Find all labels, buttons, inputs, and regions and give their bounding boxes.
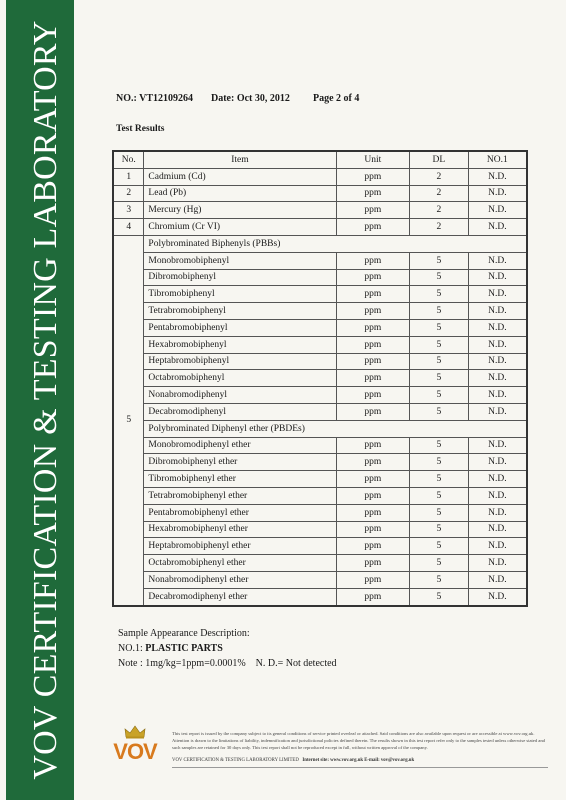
row-dl: 5 — [410, 471, 469, 488]
row-dl: 2 — [410, 202, 469, 219]
row-result: N.D. — [468, 403, 527, 420]
row-dl: 5 — [410, 387, 469, 404]
row-dl: 5 — [410, 286, 469, 303]
row-unit: ppm — [336, 185, 410, 202]
row-item: Chromium (Cr VI) — [144, 219, 336, 236]
table-row — [113, 521, 527, 538]
row-result: N.D. — [468, 202, 527, 219]
row-result: N.D. — [468, 185, 527, 202]
row-dl: 5 — [410, 487, 469, 504]
row-dl: 2 — [410, 185, 469, 202]
table-row — [113, 219, 527, 236]
row-result: N.D. — [468, 387, 527, 404]
disclaimer-text: This test report is issued by the company subject to its general conditions of service printed overleaf or attached. Said conditions are also available upon request or are accessible at www.vov.org.uk. Attention is drawn to the limitations of liability, indemnification and jurisdictional policies defined therein. The results shown in this test report refer only to the samples tested unless otherwise stated and such samples are retained for 30 days only. This test report shall not be reproduced except in full, without written approval of the company. — [172, 731, 545, 750]
table-row — [113, 319, 527, 336]
group-no: 5 — [113, 235, 144, 605]
table-row — [113, 538, 527, 555]
sample-description — [118, 641, 337, 656]
sample-value: PLASTIC PARTS — [145, 643, 223, 654]
header-item: Item — [144, 151, 336, 168]
row-dl: 5 — [410, 353, 469, 370]
group-title: Polybrominated Diphenyl ether (PBDEs) — [144, 420, 527, 437]
row-item: Nonabromodiphenyl — [144, 387, 336, 404]
row-unit: ppm — [336, 370, 410, 387]
crown-icon — [124, 725, 146, 739]
row-no: 1 — [113, 168, 144, 185]
table-row — [113, 387, 527, 404]
row-unit: ppm — [336, 571, 410, 588]
row-dl: 5 — [410, 555, 469, 572]
row-result: N.D. — [468, 168, 527, 185]
row-item: Heptabromobiphenyl ether — [144, 538, 336, 555]
table-row — [113, 168, 527, 185]
notes-block — [118, 626, 337, 671]
sample-description-label: Sample Appearance Description: — [118, 628, 250, 639]
row-unit: ppm — [336, 437, 410, 454]
row-dl: 5 — [410, 269, 469, 286]
row-item: Dibromobiphenyl ether — [144, 454, 336, 471]
table-row — [113, 504, 527, 521]
row-dl: 5 — [410, 504, 469, 521]
row-item: Octabromobiphenyl — [144, 370, 336, 387]
row-dl: 5 — [410, 588, 469, 605]
report-number: NO.: VT12109264 — [116, 93, 194, 104]
table-row — [113, 403, 527, 420]
table-row — [113, 303, 527, 320]
table-row — [113, 571, 527, 588]
row-unit: ppm — [336, 387, 410, 404]
row-item: Heptabromobiphenyl — [144, 353, 336, 370]
row-item: Mercury (Hg) — [144, 202, 336, 219]
row-unit: ppm — [336, 168, 410, 185]
report-header — [116, 93, 359, 104]
row-unit: ppm — [336, 538, 410, 555]
table-row — [113, 252, 527, 269]
group-title-row — [113, 420, 527, 437]
footer-divider — [172, 767, 548, 768]
row-item: Hexabromobiphenyl ether — [144, 521, 336, 538]
sidebar-lab-name: VOV CERTIFICATION & TESTING LABORATORY — [27, 20, 64, 780]
row-unit: ppm — [336, 487, 410, 504]
row-result: N.D. — [468, 487, 527, 504]
header-unit: Unit — [336, 151, 410, 168]
table-row — [113, 588, 527, 605]
header-no1: NO.1 — [468, 151, 527, 168]
row-result: N.D. — [468, 538, 527, 555]
footer-company-line — [172, 758, 552, 763]
row-item: Decabromodiphenyl — [144, 403, 336, 420]
row-unit: ppm — [336, 504, 410, 521]
table-header-row — [113, 151, 527, 168]
row-dl: 5 — [410, 336, 469, 353]
results-table — [112, 150, 528, 607]
row-no: 4 — [113, 219, 144, 236]
row-result: N.D. — [468, 555, 527, 572]
row-dl: 2 — [410, 219, 469, 236]
page-number: Page 2 of 4 — [313, 93, 360, 104]
table-row — [113, 269, 527, 286]
row-unit: ppm — [336, 555, 410, 572]
group-title-row — [113, 235, 527, 252]
row-item: Tetrabromobiphenyl ether — [144, 487, 336, 504]
table-row — [113, 471, 527, 488]
table-row — [113, 370, 527, 387]
row-item: Pentabromobiphenyl ether — [144, 504, 336, 521]
row-dl: 5 — [410, 370, 469, 387]
row-unit: ppm — [336, 319, 410, 336]
row-dl: 5 — [410, 571, 469, 588]
sample-prefix: NO.1: — [118, 643, 146, 654]
row-item: Pentabromobiphenyl — [144, 319, 336, 336]
table-row — [113, 454, 527, 471]
row-dl: 5 — [410, 319, 469, 336]
row-item: Dibromobiphenyl — [144, 269, 336, 286]
row-result: N.D. — [468, 370, 527, 387]
row-unit: ppm — [336, 353, 410, 370]
row-dl: 2 — [410, 168, 469, 185]
row-result: N.D. — [468, 437, 527, 454]
table-row — [113, 286, 527, 303]
row-unit: ppm — [336, 336, 410, 353]
row-item: Hexabromobiphenyl — [144, 336, 336, 353]
row-unit: ppm — [336, 588, 410, 605]
table-row — [113, 353, 527, 370]
section-title: Test Results — [116, 124, 165, 134]
row-result: N.D. — [468, 504, 527, 521]
row-dl: 5 — [410, 538, 469, 555]
row-result: N.D. — [468, 353, 527, 370]
units-note: Note : 1mg/kg=1ppm=0.0001% N. D.= Not detected — [118, 658, 337, 669]
row-item: Tibromobiphenyl ether — [144, 471, 336, 488]
row-item: Monobromodiphenyl ether — [144, 437, 336, 454]
logo-text: VOV — [113, 739, 157, 764]
table-row — [113, 555, 527, 572]
row-item: Lead (Pb) — [144, 185, 336, 202]
table-row — [113, 185, 527, 202]
row-result: N.D. — [468, 303, 527, 320]
row-item: Monobromobiphenyl — [144, 252, 336, 269]
row-result: N.D. — [468, 454, 527, 471]
row-no: 3 — [113, 202, 144, 219]
row-item: Decabromodiphenyl ether — [144, 588, 336, 605]
row-item: Octabromobiphenyl ether — [144, 555, 336, 572]
footer-company: VOV CERTIFICATION & TESTING LABORATORY LIMITED — [172, 758, 299, 763]
row-dl: 5 — [410, 521, 469, 538]
header-dl: DL — [410, 151, 469, 168]
row-result: N.D. — [468, 471, 527, 488]
row-result: N.D. — [468, 319, 527, 336]
header-no: No. — [113, 151, 144, 168]
row-unit: ppm — [336, 403, 410, 420]
row-unit: ppm — [336, 454, 410, 471]
row-dl: 5 — [410, 303, 469, 320]
row-unit: ppm — [336, 219, 410, 236]
row-unit: ppm — [336, 471, 410, 488]
row-dl: 5 — [410, 403, 469, 420]
row-item: Tibromobiphenyl — [144, 286, 336, 303]
row-result: N.D. — [468, 521, 527, 538]
group-title: Polybrominated Biphenyls (PBBs) — [144, 235, 527, 252]
table-row — [113, 437, 527, 454]
row-result: N.D. — [468, 571, 527, 588]
row-unit: ppm — [336, 286, 410, 303]
row-result: N.D. — [468, 588, 527, 605]
row-item: Tetrabromobiphenyl — [144, 303, 336, 320]
row-result: N.D. — [468, 286, 527, 303]
row-result: N.D. — [468, 219, 527, 236]
table-row — [113, 487, 527, 504]
row-result: N.D. — [468, 269, 527, 286]
footer-contact: Internet site: www.vov.org.uk E-mail: vov@vov.org.uk — [302, 758, 415, 763]
row-unit: ppm — [336, 269, 410, 286]
row-dl: 5 — [410, 437, 469, 454]
row-unit: ppm — [336, 202, 410, 219]
row-unit: ppm — [336, 303, 410, 320]
row-dl: 5 — [410, 252, 469, 269]
row-item: Nonabromodiphenyl ether — [144, 571, 336, 588]
row-dl: 5 — [410, 454, 469, 471]
table-row — [113, 202, 527, 219]
table-row — [113, 336, 527, 353]
row-item: Cadmium (Cd) — [144, 168, 336, 185]
row-unit: ppm — [336, 252, 410, 269]
sidebar-band — [6, 0, 74, 800]
row-no: 2 — [113, 185, 144, 202]
company-logo — [110, 725, 160, 767]
report-date: Date: Oct 30, 2012 — [211, 93, 290, 104]
row-result: N.D. — [468, 336, 527, 353]
row-unit: ppm — [336, 521, 410, 538]
row-result: N.D. — [468, 252, 527, 269]
